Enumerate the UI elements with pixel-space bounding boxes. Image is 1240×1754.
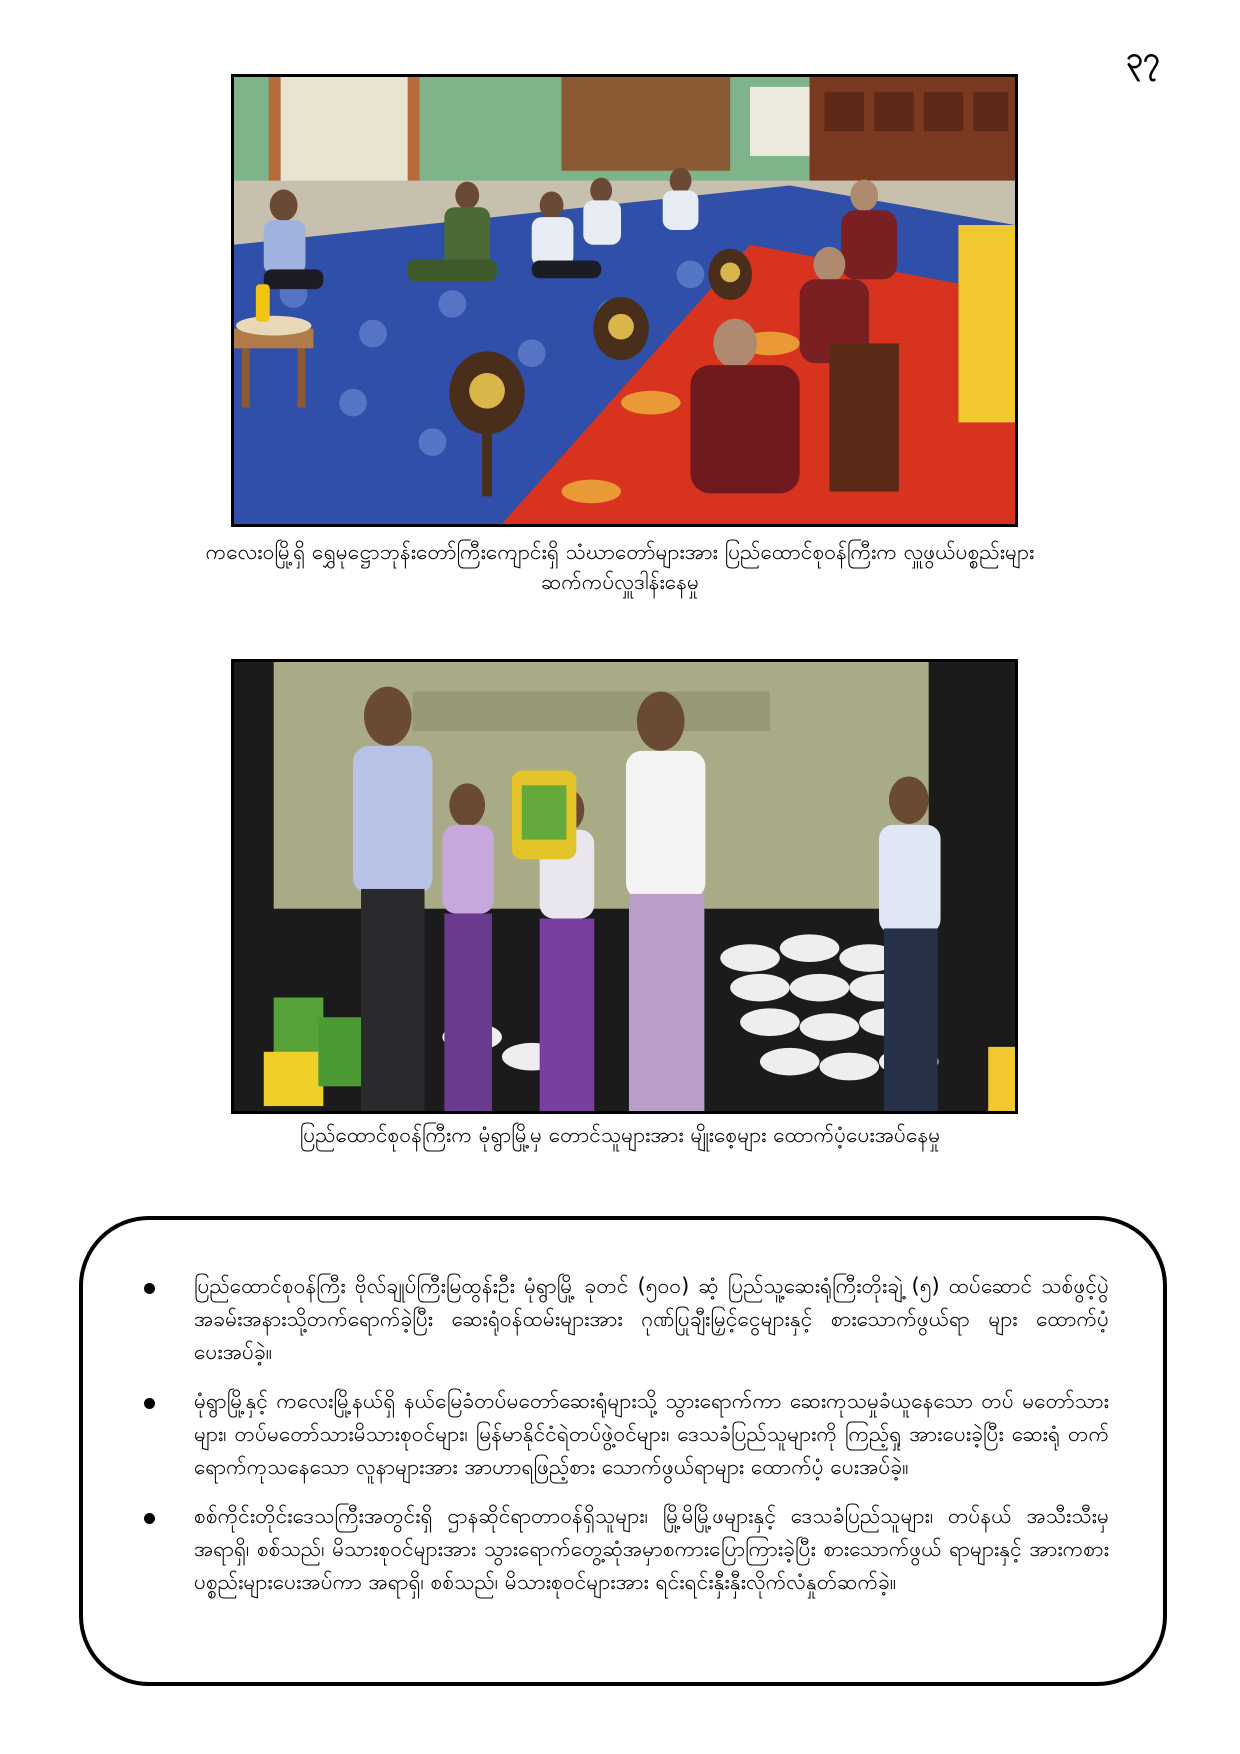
- summary-list: [139, 1270, 1109, 1599]
- bullet-icon: [144, 1513, 155, 1524]
- page-number: ၃၇: [1126, 41, 1160, 76]
- seed-photo-caption: ပြည်ထောင်စုဝန်ကြီးက မုံရွာမြို့မှ တောင်သူများအား မျိုးစေ့များ ထောက်ပံ့ပေးအပ်နေမှု: [299, 1123, 941, 1147]
- list-item-text: မုံရွာမြို့နှင့် ကလေးမြို့နယ်ရှိ နယ်မြေခံတပ်မတော်ဆေးရုံများသို့ သွားရောက်ကာ ဆေးကုသမှုခံယူနေသော တပ် မတော်သားများ၊ တပ်မတော်သားမိသားစုဝင်များ၊ မြန်မာနိုင်ငံရဲတပ်ဖွဲ့ဝင်များ၊ ဒေသခံပြည်သူများကို ကြည့်ရှု အားပေးခဲ့ပြီး ဆေးရုံ တက်ရောက်ကုသနေသော လူနာများအား အာဟာရဖြည့်စား သောက်ဖွယ်ရာများ ထောက်ပံ့ ပေးအပ်ခဲ့။: [194, 1389, 1109, 1479]
- caption-line-2: ဆက်ကပ်လှူဒါန်းနေမှု: [540, 570, 700, 594]
- list-item: [139, 1385, 1109, 1484]
- monastery-scene-illustration: [234, 77, 1015, 524]
- list-item: [139, 1500, 1109, 1599]
- bullet-icon: [144, 1283, 155, 1294]
- bullet-icon: [144, 1398, 155, 1409]
- list-item-text: စစ်ကိုင်းတိုင်းဒေသကြီးအတွင်းရှိ ဌာနဆိုင်ရာတာဝန်ရှိသူများ၊ မြို့မိမြို့ဖများနှင့် ဒေသခံပြည်သူများ၊ တပ်နယ် အသီးသီးမှ အရာရှိ၊ စစ်သည်၊ မိသားစုဝင်များအား သွားရောက်တွေ့ဆုံအမှာစကားပြောကြားခဲ့ပြီး စားသောက်ဖွယ် ရာများနှင့် အားကစားပစ္စည်းများပေးအပ်ကာ အရာရှိ၊ စစ်သည်၊ မိသားစုဝင်များအား ရင်းရင်းနှီးနှီးလိုက်လံနှုတ်ဆက်ခဲ့။: [194, 1504, 1109, 1594]
- list-item: [139, 1270, 1109, 1369]
- monastery-donation-photo: [231, 74, 1018, 527]
- caption-line-1: ကလေးဝမြို့ရှိ ရွှေမုဋ္ဌောဘုန်းတော်ကြီးကျောင်းရှိ သံဃာတော်များအား ပြည်ထောင်စုဝန်ကြီးက လှူဖွယ်ပစ္စည်းများ: [205, 540, 1035, 564]
- list-item-text: ပြည်ထောင်စုဝန်ကြီး ဗိုလ်ချုပ်ကြီးမြထွန်းဦး မုံရွာမြို့ ခုတင် (၅၀၀) ဆံ့ ပြည်သူ့ဆေးရုံကြီးတိုးချဲ့ (၅) ထပ်ဆောင် သစ်ဖွင့်ပွဲ အခမ်းအနားသို့တက်ရောက်ခဲ့ပြီး ဆေးရုံဝန်ထမ်းများအား ဂုဏ်ပြုချီးမြှင့်ငွေများနှင့် စားသောက်ဖွယ်ရာ များ ထောက်ပံ့ပေးအပ်ခဲ့။: [194, 1274, 1109, 1364]
- seed-distribution-illustration: [234, 662, 1015, 1111]
- seed-distribution-photo: [231, 659, 1018, 1114]
- monastery-photo-caption: [140, 537, 1100, 597]
- summary-box: [79, 1216, 1167, 1686]
